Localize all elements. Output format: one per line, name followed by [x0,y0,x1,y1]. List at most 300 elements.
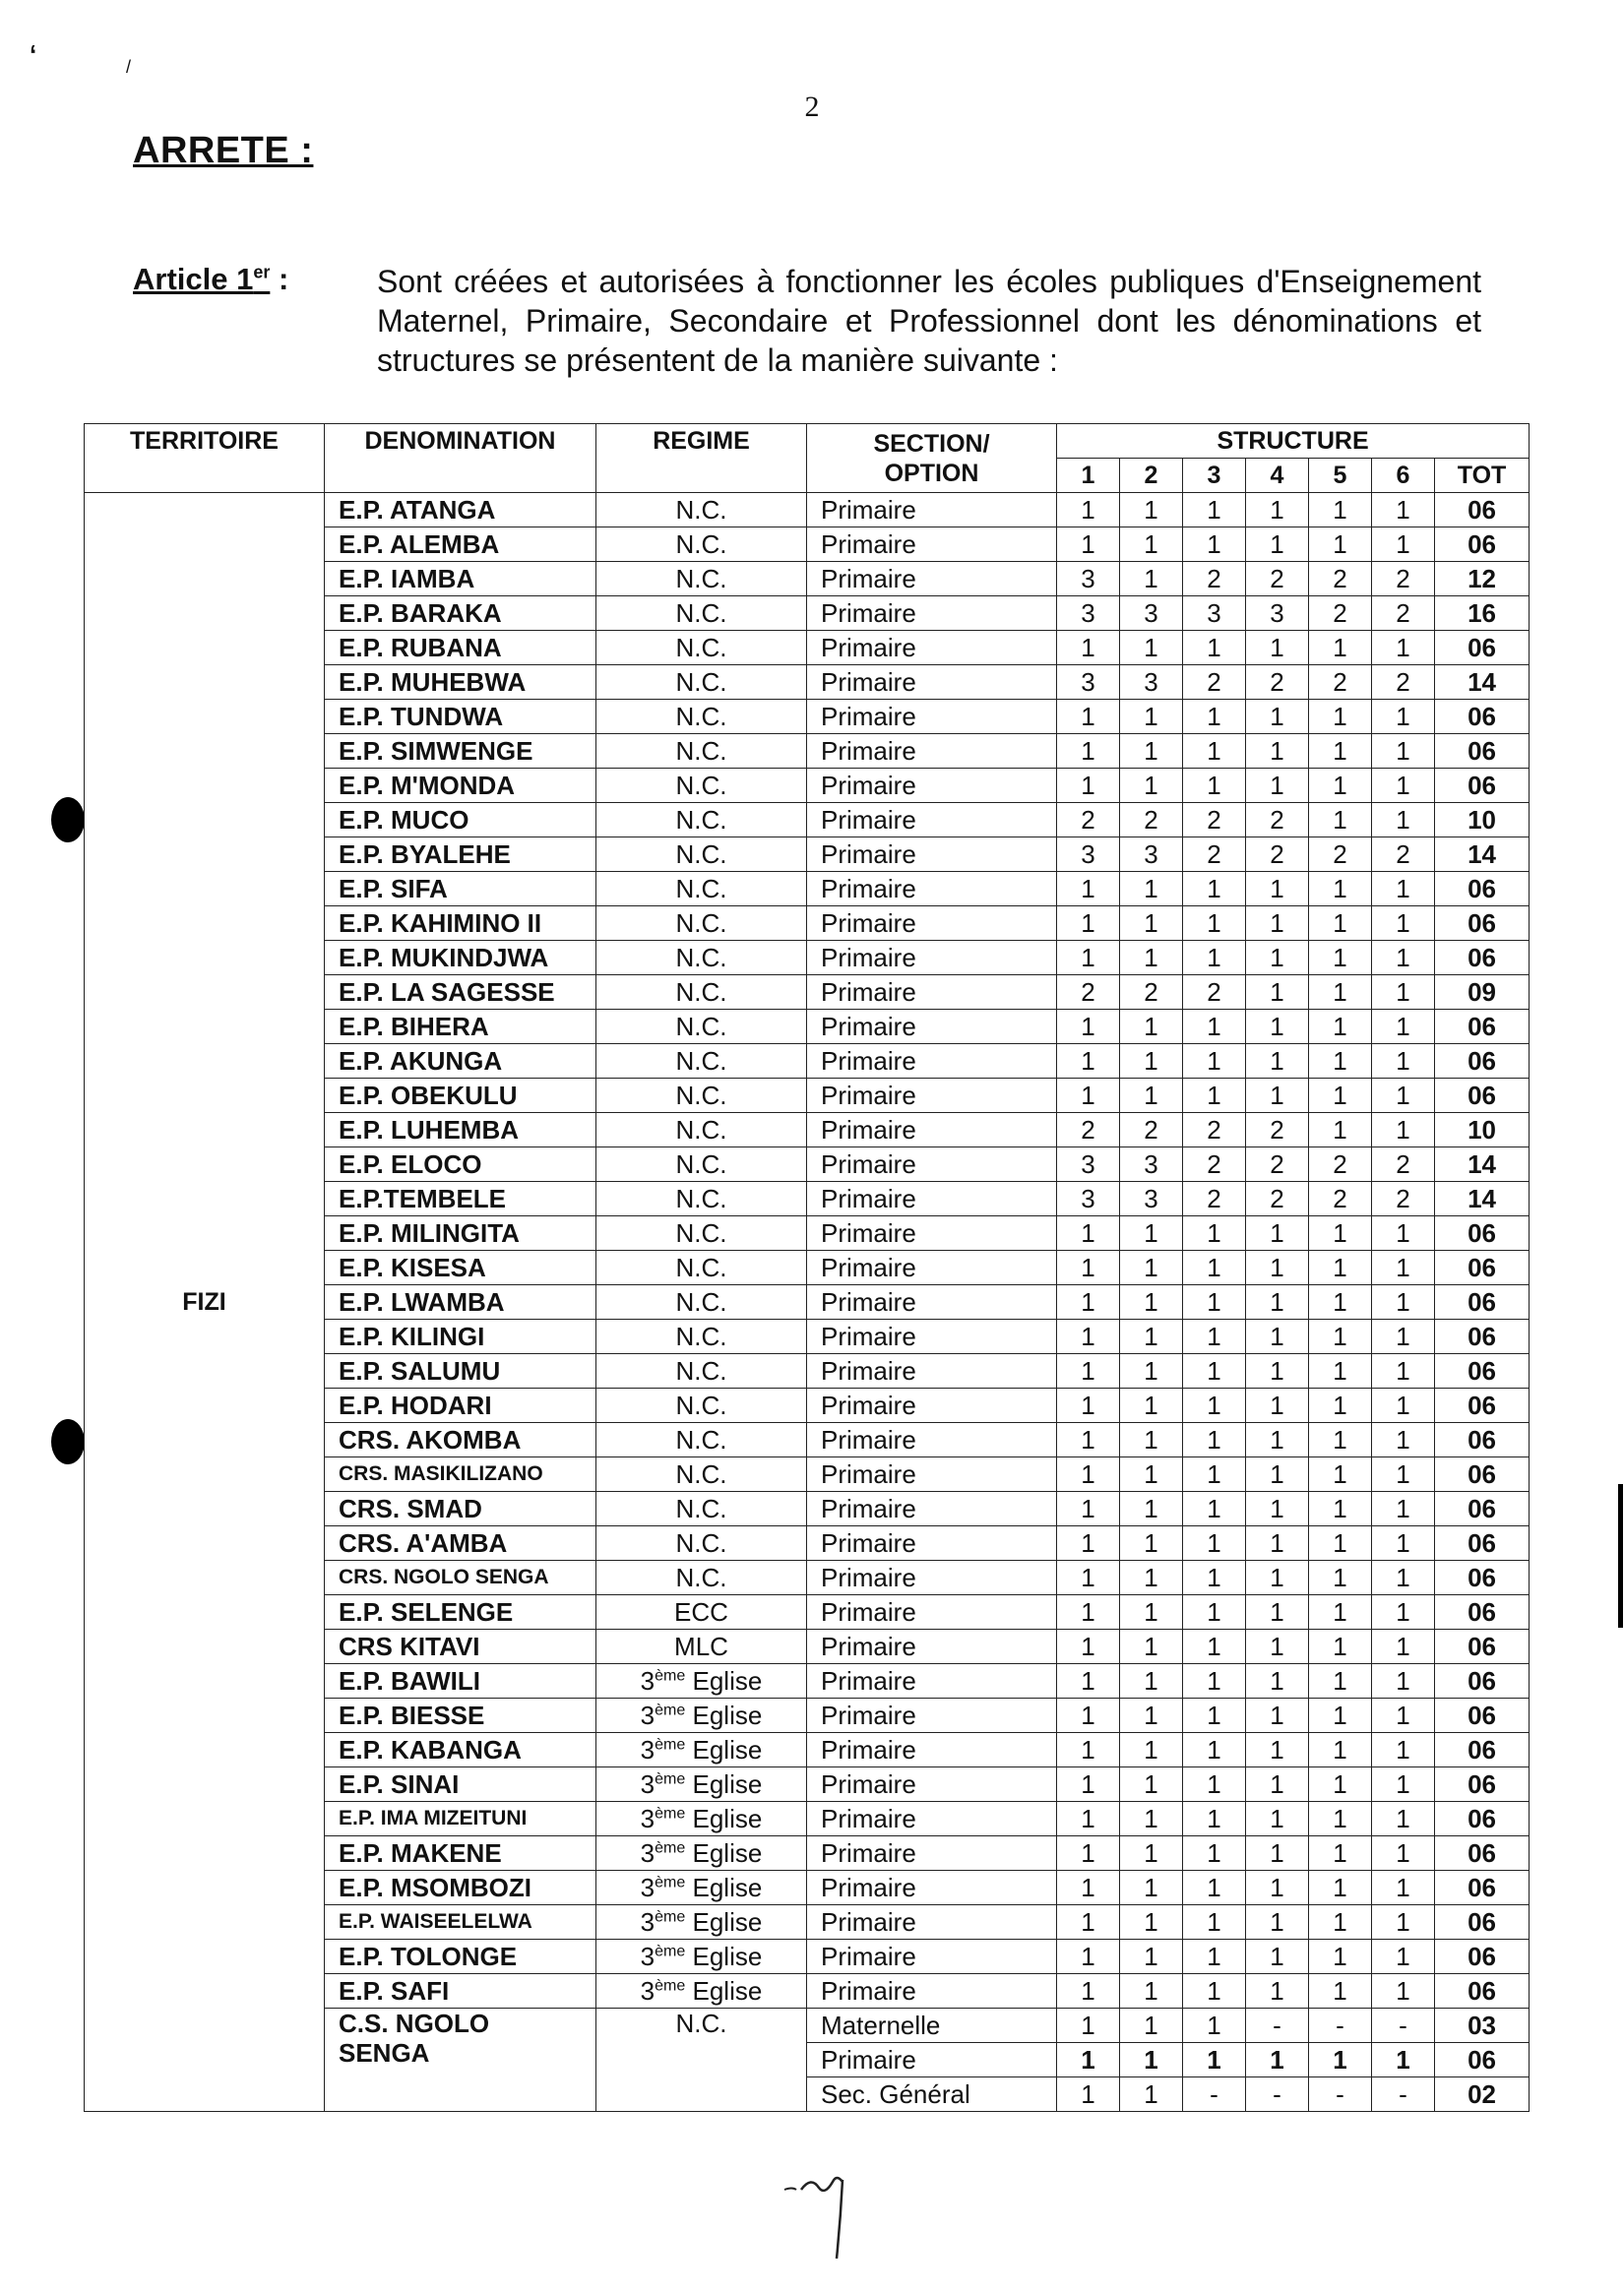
denomination-cell: E.P. OBEKULU [325,1079,596,1113]
structure-cell: 1 [1183,1044,1246,1079]
section-cell: Primaire [807,1595,1057,1630]
structure-cell: 1 [1057,1630,1120,1664]
section-cell: Primaire [807,803,1057,837]
regime-rest: Eglise [685,1907,763,1937]
structure-cell: 1 [1120,769,1183,803]
denomination-cell: E.P. MAKENE [325,1836,596,1871]
total-cell: 06 [1435,1044,1530,1079]
regime-cell [596,1767,807,1802]
regime-sup: ème [655,1736,686,1754]
structure-cell: 1 [1183,1492,1246,1526]
regime-cell [596,1733,807,1767]
structure-cell: 1 [1183,1940,1246,1974]
structure-cell: 1 [1309,1871,1372,1905]
structure-cell: 1 [1309,1630,1372,1664]
header-structure: STRUCTURE [1057,424,1530,459]
structure-cell: 1 [1309,1940,1372,1974]
structure-cell: 1 [1183,872,1246,906]
structure-cell: 1 [1183,1320,1246,1354]
structure-cell: 1 [1372,1871,1435,1905]
structure-cell: - [1309,2077,1372,2112]
structure-cell: 1 [1372,1630,1435,1664]
structure-cell: 1 [1120,941,1183,975]
structure-cell: 1 [1309,700,1372,734]
structure-cell: 1 [1057,493,1120,527]
section-cell: Primaire [807,906,1057,941]
corner-tick: / [126,57,132,77]
article-label-text: Article 1 [133,262,254,296]
denomination-cell [325,2009,596,2112]
total-cell: 06 [1435,1595,1530,1630]
section-cell: Primaire [807,1664,1057,1699]
structure-cell: 1 [1057,1457,1120,1492]
section-cell: Primaire [807,1699,1057,1733]
punch-hole [51,797,85,842]
section-cell: Primaire [807,1320,1057,1354]
total-cell: 06 [1435,1251,1530,1285]
regime-number: 3 [640,1838,656,1868]
structure-cell: 1 [1372,1905,1435,1940]
structure-cell: 1 [1309,1285,1372,1320]
total-cell: 06 [1435,872,1530,906]
structure-cell: 1 [1309,1113,1372,1147]
regime-cell: N.C. [596,700,807,734]
structure-cell: 1 [1372,1699,1435,1733]
denomination-cell: E.P. SINAI [325,1767,596,1802]
regime-cell [596,1836,807,1871]
structure-cell: 3 [1057,596,1120,631]
structure-cell: 1 [1309,1010,1372,1044]
structure-cell: 2 [1246,1147,1309,1182]
section-cell: Primaire [807,734,1057,769]
structure-cell: 1 [1057,906,1120,941]
structure-cell: 1 [1372,803,1435,837]
structure-cell: 1 [1183,1285,1246,1320]
structure-cell: 1 [1120,1285,1183,1320]
structure-cell: 1 [1372,1285,1435,1320]
structure-cell: 2 [1246,665,1309,700]
structure-cell: 1 [1183,700,1246,734]
regime-sup: ème [655,1667,686,1685]
structure-cell: 3 [1120,665,1183,700]
denomination-cell: E.P. MSOMBOZI [325,1871,596,1905]
structure-cell: 2 [1372,562,1435,596]
structure-cell: 1 [1372,1561,1435,1595]
section-cell: Primaire [807,1044,1057,1079]
structure-cell: 1 [1183,631,1246,665]
structure-cell: 1 [1183,527,1246,562]
regime-rest: Eglise [685,1804,763,1833]
structure-cell: 1 [1246,1044,1309,1079]
total-cell: 06 [1435,906,1530,941]
structure-cell: 1 [1246,1285,1309,1320]
regime-rest: Eglise [685,1942,763,1971]
structure-cell: 1 [1309,1354,1372,1389]
regime-cell: N.C. [596,493,807,527]
regime-cell: N.C. [596,1113,807,1147]
structure-cell: 1 [1372,700,1435,734]
section-cell: Primaire [807,1251,1057,1285]
structure-cell: 1 [1057,1216,1120,1251]
structure-cell: 2 [1120,1113,1183,1147]
structure-cell: 1 [1309,941,1372,975]
structure-cell: 1 [1372,1940,1435,1974]
structure-cell: 1 [1372,1354,1435,1389]
structure-cell: - [1372,2077,1435,2112]
structure-cell: 1 [1120,2043,1183,2077]
regime-cell: ECC [596,1595,807,1630]
structure-cell: 3 [1120,837,1183,872]
structure-cell: 1 [1183,1664,1246,1699]
structure-cell: 1 [1120,1492,1183,1526]
structure-cell: 1 [1372,1389,1435,1423]
structure-cell: 1 [1372,1836,1435,1871]
section-cell: Sec. Général [807,2077,1057,2112]
denomination-cell: E.P. SELENGE [325,1595,596,1630]
structure-cell: 1 [1372,631,1435,665]
regime-number: 3 [640,1735,656,1765]
structure-cell: 1 [1309,975,1372,1010]
structure-cell: 1 [1246,1630,1309,1664]
structure-cell: 1 [1183,1010,1246,1044]
total-cell: 09 [1435,975,1530,1010]
structure-cell: 2 [1246,803,1309,837]
regime-cell: N.C. [596,769,807,803]
denomination-cell: E.P. SIFA [325,872,596,906]
structure-cell: 1 [1120,1216,1183,1251]
structure-cell: 1 [1372,1423,1435,1457]
structure-cell: 2 [1183,665,1246,700]
header-denomination: DENOMINATION [325,424,596,493]
structure-cell: 1 [1246,1699,1309,1733]
structure-cell: 1 [1057,1733,1120,1767]
section-cell: Primaire [807,665,1057,700]
denomination-cell: E.P. RUBANA [325,631,596,665]
structure-cell: 1 [1057,2009,1120,2043]
structure-cell: 1 [1120,631,1183,665]
regime-cell: N.C. [596,1147,807,1182]
structure-cell: 1 [1057,1940,1120,1974]
total-cell: 06 [1435,769,1530,803]
regime-rest: Eglise [685,1838,763,1868]
total-cell: 06 [1435,1216,1530,1251]
structure-cell: 1 [1120,1354,1183,1389]
regime-cell: N.C. [596,1079,807,1113]
structure-cell: 1 [1057,527,1120,562]
structure-cell: 2 [1183,803,1246,837]
total-cell: 02 [1435,2077,1530,2112]
total-cell: 06 [1435,734,1530,769]
section-cell: Primaire [807,1526,1057,1561]
structure-cell: 1 [1057,1251,1120,1285]
total-cell: 06 [1435,1079,1530,1113]
denomination-line: C.S. NGOLO [339,2009,490,2038]
structure-cell: 2 [1120,803,1183,837]
total-cell: 10 [1435,803,1530,837]
structure-cell: 3 [1057,1182,1120,1216]
regime-cell: N.C. [596,1354,807,1389]
structure-cell: 1 [1120,527,1183,562]
denomination-cell: CRS. AKOMBA [325,1423,596,1457]
regime-number: 3 [640,1804,656,1833]
section-cell: Primaire [807,1767,1057,1802]
total-cell: 06 [1435,1389,1530,1423]
regime-number: 3 [640,1701,656,1730]
structure-cell: 1 [1120,493,1183,527]
article-text: Sont créées et autorisées à fonctionner les écoles publiques d'Enseignement Maternel, Primaire, Secondaire et Professionnel dont les dénominations et structures se présentent de la manière suivante : [377,264,1481,378]
regime-cell: N.C. [596,1492,807,1526]
structure-cell: 1 [1183,1836,1246,1871]
structure-cell: 1 [1372,872,1435,906]
structure-cell: 1 [1057,700,1120,734]
structure-cell: 1 [1309,527,1372,562]
structure-cell: 1 [1183,1733,1246,1767]
structure-cell: 2 [1372,1182,1435,1216]
territoire-cell: FIZI [85,493,325,2112]
structure-cell: 1 [1057,1974,1120,2009]
structure-cell: 1 [1120,700,1183,734]
regime-sup: ème [655,1702,686,1719]
denomination-cell: E.P. AKUNGA [325,1044,596,1079]
structure-cell: 1 [1309,1423,1372,1457]
regime-cell: N.C. [596,1526,807,1561]
regime-cell [596,1802,807,1836]
regime-number: 3 [640,1769,656,1799]
regime-number: 3 [640,1976,656,2006]
structure-cell: 1 [1246,1561,1309,1595]
structure-cell: 1 [1309,1974,1372,2009]
structure-cell: 1 [1183,1423,1246,1457]
regime-cell: N.C. [596,1251,807,1285]
regime-cell: N.C. [596,803,807,837]
section-cell: Primaire [807,1733,1057,1767]
structure-cell: 2 [1246,562,1309,596]
structure-cell: 1 [1372,1733,1435,1767]
structure-cell: 1 [1120,1595,1183,1630]
structure-cell: 1 [1309,1044,1372,1079]
structure-cell: 1 [1120,562,1183,596]
denomination-cell: E.P. KISESA [325,1251,596,1285]
structure-cell: 1 [1246,700,1309,734]
regime-rest: Eglise [685,1666,763,1696]
structure-cell: 2 [1246,837,1309,872]
structure-cell: 1 [1183,734,1246,769]
denomination-cell: E.P. SAFI [325,1974,596,2009]
structure-cell: 1 [1057,872,1120,906]
structure-cell: 1 [1246,527,1309,562]
section-cell: Primaire [807,562,1057,596]
structure-cell: 1 [1246,1216,1309,1251]
regime-cell: N.C. [596,1423,807,1457]
structure-cell: 1 [1120,1940,1183,1974]
structure-cell: 1 [1372,1320,1435,1354]
structure-cell: 1 [1057,1664,1120,1699]
punch-hole [51,1419,85,1464]
denomination-cell: E.P. TOLONGE [325,1940,596,1974]
regime-number: 3 [640,1666,656,1696]
total-cell: 14 [1435,1147,1530,1182]
structure-cell: 1 [1183,1561,1246,1595]
regime-cell [596,1905,807,1940]
section-cell: Primaire [807,1010,1057,1044]
total-cell: 06 [1435,1940,1530,1974]
structure-cell: 2 [1183,1147,1246,1182]
denomination-cell: CRS. NGOLO SENGA [325,1561,596,1595]
structure-cell: 2 [1372,596,1435,631]
structure-cell: 1 [1183,1802,1246,1836]
article-label [133,262,288,297]
structure-cell: 1 [1309,631,1372,665]
structure-cell: 2 [1246,1182,1309,1216]
structure-cell: 1 [1372,734,1435,769]
structure-cell: 1 [1057,734,1120,769]
regime-sup: ème [655,1874,686,1891]
structure-cell: 1 [1372,1492,1435,1526]
structure-cell: 1 [1183,1595,1246,1630]
structure-cell: 1 [1120,1389,1183,1423]
structure-cell: 1 [1120,1526,1183,1561]
denomination-cell: E.P. KAHIMINO II [325,906,596,941]
structure-cell: 1 [1372,2043,1435,2077]
denomination-cell: E.P. IMA MIZEITUNI [325,1802,596,1836]
total-cell: 06 [1435,1492,1530,1526]
structure-cell: 1 [1246,1836,1309,1871]
regime-cell: N.C. [596,906,807,941]
signature [780,2160,888,2268]
structure-cell: 1 [1120,1457,1183,1492]
structure-cell: 2 [1372,1147,1435,1182]
structure-cell: 1 [1309,1251,1372,1285]
regime-number: 3 [640,1907,656,1937]
denomination-cell: CRS. A'AMBA [325,1526,596,1561]
structure-cell: 1 [1183,1767,1246,1802]
structure-cell: 1 [1246,1423,1309,1457]
denomination-cell: E.P. BAWILI [325,1664,596,1699]
structure-cell: 1 [1057,1285,1120,1320]
denomination-cell: E.P. LUHEMBA [325,1113,596,1147]
structure-cell: 3 [1057,562,1120,596]
structure-cell: 2 [1120,975,1183,1010]
structure-cell: 1 [1120,1664,1183,1699]
structure-cell: 1 [1372,1113,1435,1147]
structure-cell: 1 [1183,1457,1246,1492]
regime-sup: ème [655,1908,686,1926]
denomination-cell: CRS. SMAD [325,1492,596,1526]
section-cell: Maternelle [807,2009,1057,2043]
header-section-line2: OPTION [884,459,979,487]
structure-cell: 1 [1057,2077,1120,2112]
denomination-cell: E.P. ATANGA [325,493,596,527]
structure-cell: 1 [1372,1079,1435,1113]
structure-cell: 1 [1246,1595,1309,1630]
structure-cell: 1 [1246,1871,1309,1905]
regime-sup: ème [655,1839,686,1857]
structure-cell: 1 [1120,734,1183,769]
structure-cell: 1 [1372,527,1435,562]
regime-rest: Eglise [685,1735,763,1765]
denomination-cell: E.P. LWAMBA [325,1285,596,1320]
structure-cell: 2 [1309,596,1372,631]
regime-cell: N.C. [596,596,807,631]
structure-cell: 1 [1309,872,1372,906]
total-cell: 06 [1435,941,1530,975]
structure-cell: 1 [1372,1664,1435,1699]
section-cell: Primaire [807,1285,1057,1320]
denomination-cell: E.P. BIESSE [325,1699,596,1733]
structure-cell: 1 [1057,1389,1120,1423]
structure-cell: 3 [1183,596,1246,631]
structure-cell: 1 [1120,1733,1183,1767]
section-cell: Primaire [807,837,1057,872]
denomination-cell: E.P. MILINGITA [325,1216,596,1251]
structure-cell: 3 [1057,1147,1120,1182]
structure-cell: 1 [1057,1802,1120,1836]
regime-cell [596,1940,807,1974]
regime-cell: N.C. [596,1389,807,1423]
section-cell: Primaire [807,596,1057,631]
structure-cell: 1 [1372,941,1435,975]
structure-cell: 1 [1120,1699,1183,1733]
structure-cell: 1 [1309,1526,1372,1561]
regime-sup: ème [655,1805,686,1823]
total-cell: 06 [1435,700,1530,734]
structure-cell: 1 [1120,1010,1183,1044]
denomination-cell: E.P. IAMBA [325,562,596,596]
total-cell: 12 [1435,562,1530,596]
structure-cell: 1 [1246,1320,1309,1354]
structure-cell: 1 [1120,1423,1183,1457]
structure-cell: 1 [1120,1320,1183,1354]
structure-cell: 1 [1309,1767,1372,1802]
structure-cell: 1 [1246,1457,1309,1492]
regime-cell: N.C. [596,872,807,906]
regime-sup: ème [655,1770,686,1788]
structure-cell: 1 [1057,1010,1120,1044]
structure-cell: 1 [1372,1595,1435,1630]
structure-cell: 1 [1183,1630,1246,1664]
structure-cell: 1 [1246,1251,1309,1285]
section-cell: Primaire [807,941,1057,975]
structure-cell: 1 [1183,2009,1246,2043]
structure-cell: 1 [1372,1216,1435,1251]
denomination-cell: E.P. TUNDWA [325,700,596,734]
structure-cell: 1 [1057,1699,1120,1733]
regime-cell: N.C. [596,1457,807,1492]
structure-cell: 1 [1309,1457,1372,1492]
denomination-cell: E.P. SALUMU [325,1354,596,1389]
regime-cell: N.C. [596,1561,807,1595]
structure-cell: 1 [1309,1595,1372,1630]
structure-cell: 1 [1309,1733,1372,1767]
structure-cell: 1 [1057,1423,1120,1457]
denomination-cell: E.P. KILINGI [325,1320,596,1354]
structure-cell: 1 [1246,1733,1309,1767]
structure-cell: 3 [1246,596,1309,631]
regime-cell: N.C. [596,734,807,769]
structure-cell: 1 [1120,1630,1183,1664]
structure-cell: 1 [1246,1389,1309,1423]
structure-cell: 1 [1372,906,1435,941]
structure-cell: 1 [1057,1905,1120,1940]
regime-sup: ème [655,1943,686,1960]
structure-cell: 1 [1246,906,1309,941]
total-cell: 06 [1435,1526,1530,1561]
structure-cell: 1 [1057,1320,1120,1354]
regime-number: 3 [640,1942,656,1971]
structure-cell: 1 [1057,1526,1120,1561]
page-heading: ARRETE : [133,130,314,171]
structure-cell: 1 [1372,1802,1435,1836]
